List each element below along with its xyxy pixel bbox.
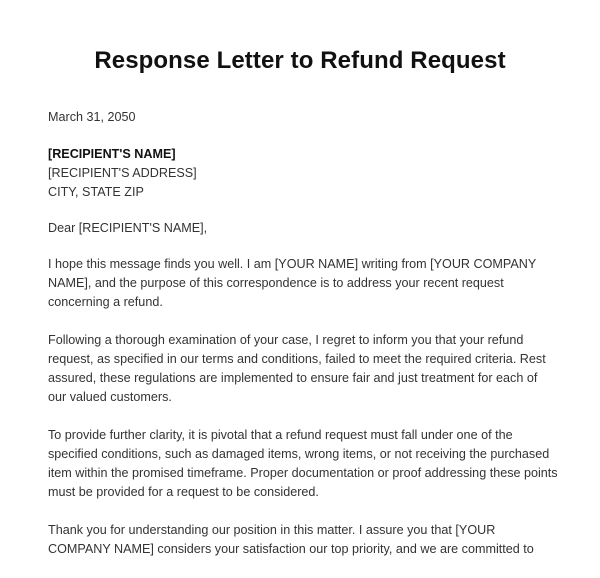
paragraph-closing: Thank you for understanding our position in this matter. I assure you that [YOUR COMPANY NAME] considers your satisfaction our top priority, and we are committed to bbox=[48, 523, 534, 556]
recipient-city-state-zip: CITY, STATE ZIP bbox=[48, 185, 144, 199]
recipient-address-block bbox=[48, 145, 558, 202]
paragraph-intro: I hope this message finds you well. I am [YOUR NAME] writing from [YOUR COMPANY NAME], and the purpose of this correspondence is to address your recent request concerning a refund. bbox=[48, 257, 537, 309]
letter-date: March 31, 2050 bbox=[48, 110, 136, 124]
letter-body bbox=[48, 108, 558, 578]
greeting: Dear [RECIPIENT'S NAME], bbox=[48, 221, 208, 235]
recipient-address: [RECIPIENT'S ADDRESS] bbox=[48, 166, 197, 180]
page-title: Response Letter to Refund Request bbox=[94, 47, 506, 74]
recipient-name: [RECIPIENT'S NAME] bbox=[48, 147, 176, 161]
paragraph-decision: Following a thorough examination of your case, I regret to inform you that your refund request, as specified in our terms and conditions, failed to meet the required criteria. Rest assured, these regulations are implemented to ensure fair and just treatment for each of our valued customers. bbox=[48, 333, 546, 404]
paragraph-conditions: To provide further clarity, it is pivotal that a refund request must fall under one of the specified conditions, such as damaged items, wrong items, or not receiving the purchased item within the promised timeframe. Proper documentation or proof addressing these points must be provided for a request to be considered. bbox=[48, 428, 558, 499]
